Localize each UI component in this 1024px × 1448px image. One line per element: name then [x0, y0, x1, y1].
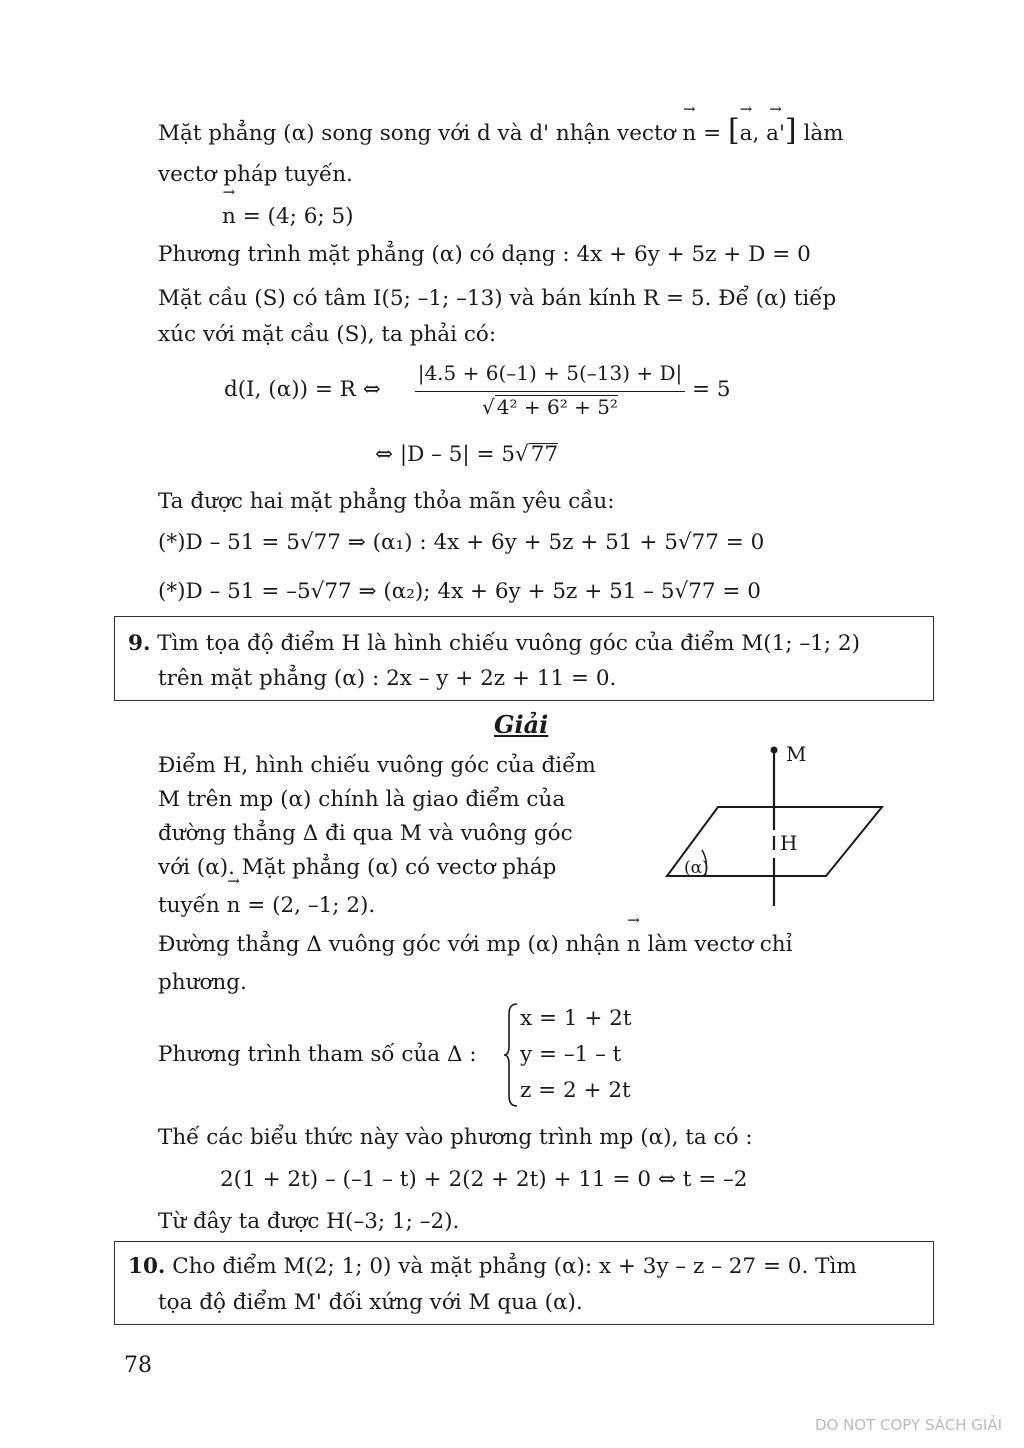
text-span: Đường thẳng Δ vuông góc với mp (α) nhận — [158, 932, 620, 957]
problem-9-line-1 — [128, 629, 860, 659]
text-span: Mặt phẳng (α) song song với d và d' nhận vectơ — [158, 121, 676, 146]
param-x: x = 1 + 2t — [520, 1006, 632, 1031]
label-h: H — [780, 831, 798, 855]
text-line: Phương trình mặt phẳng (α) có dạng : 4x + 6y + 5z + D = 0 — [158, 242, 811, 267]
text-line: với (α). Mặt phẳng (α) có vectơ pháp — [158, 855, 557, 880]
brace — [503, 1002, 519, 1108]
text-span: Cho điểm M(2; 1; 0) và mặt phẳng (α): x + 3y – z – 27 = 0. Tìm — [172, 1254, 857, 1279]
text-span: làm vectơ chỉ — [647, 932, 793, 957]
label-m: M — [786, 742, 807, 766]
problem-10-line-1 — [128, 1252, 857, 1282]
text-span: = (4; 6; 5) — [242, 204, 354, 229]
text-line: Thế các biểu thức này vào phương trình mp (α), ta có : — [158, 1125, 753, 1150]
sqrt-content: 4² + 6² + 5² — [496, 395, 618, 419]
text-line: đường thẳng Δ đi qua M và vuông góc — [158, 821, 573, 846]
text-line: Mặt phẳng (α) song song với d và d' nhận vectơ → n = [→ a, → a'] làm — [158, 116, 844, 149]
vector-a: → a — [740, 119, 753, 149]
problem-number: 10. — [128, 1254, 166, 1279]
vector-n: → n — [222, 202, 236, 232]
text-line — [222, 202, 354, 232]
text-span: ⇔ |D – 5| = 5 — [375, 442, 516, 467]
case-line: (*)D – 51 = –5√77 ⇒ (α₂); 4x + 6y + 5z + 51 – 5√77 = 0 — [158, 579, 761, 604]
equation-2: ⇔ |D – 5| = 5√77 — [375, 442, 559, 467]
solution-heading: Giải — [494, 710, 549, 739]
param-label: Phương trình tham số của Δ : — [158, 1042, 477, 1067]
equation-right: = 5 — [692, 377, 731, 402]
vector-n: → n — [227, 891, 241, 921]
point-m — [771, 747, 778, 754]
label-alpha: (α) — [684, 858, 709, 878]
equation-left: d(I, (α)) = R ⇔ — [224, 377, 381, 402]
text-line: M trên mp (α) chính là giao điểm của — [158, 787, 566, 812]
fraction-numerator: |4.5 + 6(–1) + 5(–13) + D| — [417, 361, 683, 385]
problem-9-line-2: trên mặt phẳng (α) : 2x – y + 2z + 11 = 0. — [158, 666, 617, 691]
fraction-denominator: √ 4² + 6² + 5² — [482, 395, 618, 419]
case-line: (*)D – 51 = 5√77 ⇒ (α₁) : 4x + 6y + 5z + 51 + 5√77 = 0 — [158, 530, 765, 555]
page-number: 78 — [124, 1353, 152, 1378]
text-line: Mặt cầu (S) có tâm I(5; –1; –13) và bán kính R = 5. Để (α) tiếp — [158, 286, 837, 311]
vector-a-prime: → a' — [766, 119, 785, 149]
text-line — [158, 891, 375, 921]
param-y: y = –1 – t — [520, 1042, 622, 1067]
text-span: tuyến — [158, 893, 220, 918]
text-line: phương. — [158, 970, 247, 995]
problem-10-line-2: tọa độ điểm M' đối xứng với M qua (α). — [158, 1290, 583, 1315]
text-line: 2(1 + 2t) – (–1 – t) + 2(2 + 2t) + 11 = 0 ⇔ t = –2 — [220, 1167, 748, 1192]
text-line: xúc với mặt cầu (S), ta phải có: — [158, 322, 497, 347]
text-line: Ta được hai mặt phẳng thỏa mãn yêu cầu: — [158, 489, 615, 514]
projection-diagram — [660, 740, 900, 910]
text-line: vectơ pháp tuyến. — [158, 162, 353, 187]
problem-number: 9. — [128, 631, 151, 656]
param-z: z = 2 + 2t — [520, 1078, 631, 1103]
text-span: = (2, –1; 2). — [247, 893, 376, 918]
fraction-bar — [415, 391, 685, 392]
text-line — [158, 930, 793, 960]
text-span: làm — [803, 121, 844, 146]
vector-n: → n — [682, 119, 696, 149]
text-span: α — [690, 858, 703, 878]
text-line: Từ đây ta được H(–3; 1; –2). — [158, 1209, 460, 1234]
text-span: Tìm tọa độ điểm H là hình chiếu vuông góc của điểm M(1; –1; 2) — [157, 631, 860, 656]
text-line: Điểm H, hình chiếu vuông góc của điểm — [158, 753, 596, 778]
vector-n: → n — [627, 930, 641, 960]
sqrt-content: 77 — [530, 442, 559, 467]
watermark: DO NOT COPY SÁCH GIẢI — [814, 1416, 1002, 1434]
